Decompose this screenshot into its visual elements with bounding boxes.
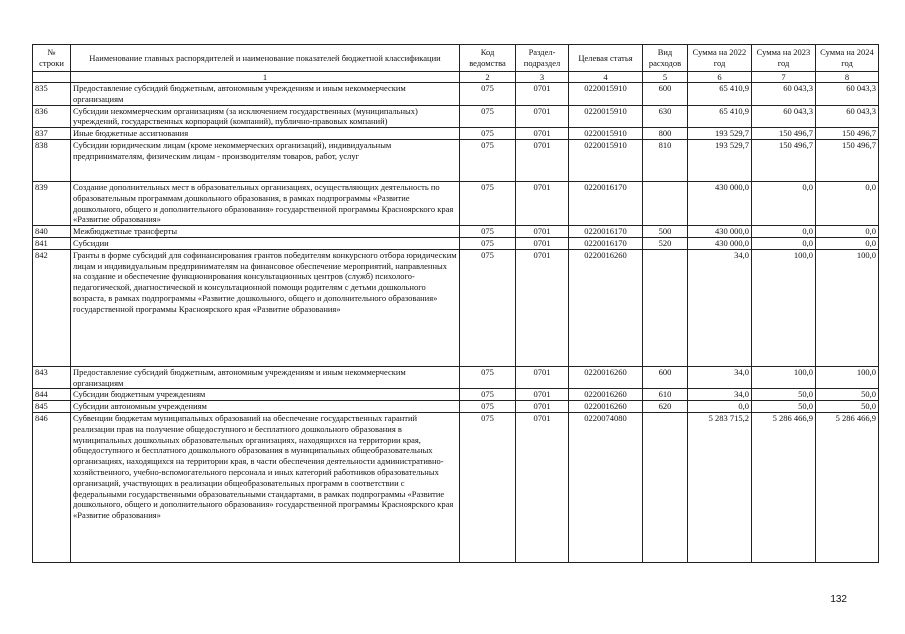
table-row <box>33 181 879 225</box>
row-target-article: 0220016170 <box>569 226 643 238</box>
row-name: Гранты в форме субсидий для софинансирования грантов победителям конкурсного отбора юридическим лицам и индивидуальным предпринимателям на финансовое обеспечение мероприятий, направленных на создание и обеспечение функционирования консультационных центров (служб) психолого-педагогической, диагностической и консультационной помощи родителям с детьми дошкольного возраста, в рамках подпрограммы «Развитие дошкольного, общего и дополнительного образования» государственной программы Красноярского края «Развитие образования» <box>71 249 460 366</box>
row-expense-type: 810 <box>643 139 688 181</box>
row-target-article: 0220015910 <box>569 105 643 128</box>
row-dept-code: 075 <box>460 237 516 249</box>
row-number: 837 <box>33 128 71 140</box>
row-sum-2024: 60 043,3 <box>816 83 879 106</box>
row-name: Субсидии некоммерческим организациям (за исключением государственных (муниципальных) учреждений, государственных корпораций (компаний), публично-правовых компаний) <box>71 105 460 128</box>
col-number: 8 <box>816 72 879 83</box>
row-section: 0701 <box>516 412 569 562</box>
row-number: 841 <box>33 237 71 249</box>
row-number: 839 <box>33 181 71 225</box>
row-section: 0701 <box>516 181 569 225</box>
row-sum-2024: 50,0 <box>816 401 879 413</box>
col-number <box>33 72 71 83</box>
col-header-section: Раздел-подраздел <box>516 45 569 72</box>
table-row <box>33 366 879 389</box>
row-dept-code: 075 <box>460 249 516 366</box>
col-header-expense-type: Вид расходов <box>643 45 688 72</box>
row-name: Предоставление субсидий бюджетным, автономным учреждениям и иным некоммерческим организациям <box>71 83 460 106</box>
row-target-article: 0220016260 <box>569 366 643 389</box>
row-dept-code: 075 <box>460 412 516 562</box>
row-number: 844 <box>33 389 71 401</box>
table-row <box>33 249 879 366</box>
row-expense-type: 620 <box>643 401 688 413</box>
row-number: 842 <box>33 249 71 366</box>
row-sum-2022: 34,0 <box>688 389 752 401</box>
row-dept-code: 075 <box>460 389 516 401</box>
col-number: 1 <box>71 72 460 83</box>
row-expense-type: 600 <box>643 83 688 106</box>
table-row <box>33 226 879 238</box>
row-sum-2023: 0,0 <box>752 226 816 238</box>
col-number: 6 <box>688 72 752 83</box>
row-sum-2023: 0,0 <box>752 237 816 249</box>
row-target-article: 0220016260 <box>569 389 643 401</box>
row-sum-2022: 430 000,0 <box>688 237 752 249</box>
row-sum-2022: 0,0 <box>688 401 752 413</box>
row-sum-2024: 0,0 <box>816 226 879 238</box>
row-dept-code: 075 <box>460 105 516 128</box>
row-target-article: 0220015910 <box>569 128 643 140</box>
row-number: 845 <box>33 401 71 413</box>
row-sum-2022: 430 000,0 <box>688 181 752 225</box>
row-sum-2022: 193 529,7 <box>688 139 752 181</box>
row-sum-2024: 60 043,3 <box>816 105 879 128</box>
row-target-article: 0220016170 <box>569 237 643 249</box>
row-dept-code: 075 <box>460 181 516 225</box>
row-name: Межбюджетные трансферты <box>71 226 460 238</box>
row-expense-type: 630 <box>643 105 688 128</box>
row-dept-code: 075 <box>460 83 516 106</box>
row-section: 0701 <box>516 139 569 181</box>
row-sum-2024: 0,0 <box>816 181 879 225</box>
row-expense-type <box>643 249 688 366</box>
row-section: 0701 <box>516 249 569 366</box>
row-expense-type <box>643 181 688 225</box>
row-target-article: 0220015910 <box>569 83 643 106</box>
row-section: 0701 <box>516 366 569 389</box>
col-number: 7 <box>752 72 816 83</box>
row-target-article: 0220074080 <box>569 412 643 562</box>
row-target-article: 0220016260 <box>569 249 643 366</box>
row-section: 0701 <box>516 237 569 249</box>
row-sum-2022: 430 000,0 <box>688 226 752 238</box>
row-sum-2022: 34,0 <box>688 366 752 389</box>
row-sum-2024: 150 496,7 <box>816 139 879 181</box>
row-sum-2023: 60 043,3 <box>752 83 816 106</box>
header-row <box>33 45 879 72</box>
row-name: Субвенции бюджетам муниципальных образований на обеспечение государственных гарантий реализации прав на получение общедоступного и бесплатного дошкольного образования в муниципальных дошкольных образовательных организациях, находящихся на территории края, общедоступного и бесплатного дошкольного образования в муниципальных общеобразовательных организациях, находящихся на территории края, в части обеспечения деятельности административно-хозяйственного, учебно-вспомогательного персонала и иных категорий работников образовательных организаций, участвующих в реализации общеобразовательных программ в соответствии с федеральными государственными образовательными стандартами, в рамках подпрограммы «Развитие дошкольного, общего и дополнительного образования» государственной программы Красноярского края «Развитие образования» <box>71 412 460 562</box>
col-number: 4 <box>569 72 643 83</box>
row-dept-code: 075 <box>460 128 516 140</box>
table-row <box>33 105 879 128</box>
row-dept-code: 075 <box>460 226 516 238</box>
row-name: Создание дополнительных мест в образовательных организациях, осуществляющих деятельность по образовательным программам дошкольного образования, в рамках подпрограммы «Развитие дошкольного, общего и дополнительного образования» государственной программы Красноярского края «Развитие образования» <box>71 181 460 225</box>
row-expense-type: 500 <box>643 226 688 238</box>
col-number: 5 <box>643 72 688 83</box>
col-header-name: Наименование главных распорядителей и наименование показателей бюджетной классификации <box>71 45 460 72</box>
row-sum-2023: 150 496,7 <box>752 139 816 181</box>
row-name: Субсидии <box>71 237 460 249</box>
column-number-row <box>33 72 879 83</box>
table-row <box>33 389 879 401</box>
row-number: 836 <box>33 105 71 128</box>
col-header-sum-2024: Сумма на 2024 год <box>816 45 879 72</box>
budget-table <box>32 44 879 563</box>
row-target-article: 0220015910 <box>569 139 643 181</box>
row-sum-2023: 0,0 <box>752 181 816 225</box>
row-dept-code: 075 <box>460 401 516 413</box>
row-number: 846 <box>33 412 71 562</box>
row-sum-2023: 100,0 <box>752 366 816 389</box>
row-expense-type: 600 <box>643 366 688 389</box>
row-sum-2022: 193 529,7 <box>688 128 752 140</box>
row-number: 843 <box>33 366 71 389</box>
row-name: Субсидии бюджетным учреждениям <box>71 389 460 401</box>
row-sum-2023: 60 043,3 <box>752 105 816 128</box>
col-number: 3 <box>516 72 569 83</box>
table-row <box>33 401 879 413</box>
row-name: Субсидии юридическим лицам (кроме некоммерческих организаций), индивидуальным предпринимателям, физическим лицам - производителям товаров, работ, услуг <box>71 139 460 181</box>
row-sum-2022: 34,0 <box>688 249 752 366</box>
row-sum-2024: 0,0 <box>816 237 879 249</box>
row-sum-2024: 5 286 466,9 <box>816 412 879 562</box>
row-number: 838 <box>33 139 71 181</box>
col-header-sum-2023: Сумма на 2023 год <box>752 45 816 72</box>
row-section: 0701 <box>516 401 569 413</box>
col-number: 2 <box>460 72 516 83</box>
row-dept-code: 075 <box>460 139 516 181</box>
row-section: 0701 <box>516 389 569 401</box>
row-section: 0701 <box>516 128 569 140</box>
row-sum-2023: 100,0 <box>752 249 816 366</box>
table-row <box>33 412 879 562</box>
row-dept-code: 075 <box>460 366 516 389</box>
row-sum-2024: 100,0 <box>816 249 879 366</box>
row-sum-2024: 100,0 <box>816 366 879 389</box>
row-target-article: 0220016170 <box>569 181 643 225</box>
row-sum-2022: 65 410,9 <box>688 83 752 106</box>
row-sum-2023: 5 286 466,9 <box>752 412 816 562</box>
col-header-dept-code: Код ведомства <box>460 45 516 72</box>
row-target-article: 0220016260 <box>569 401 643 413</box>
row-sum-2022: 5 283 715,2 <box>688 412 752 562</box>
row-number: 840 <box>33 226 71 238</box>
row-name: Иные бюджетные ассигнования <box>71 128 460 140</box>
col-header-target-article: Целевая статья <box>569 45 643 72</box>
row-section: 0701 <box>516 105 569 128</box>
row-name: Субсидии автономным учреждениям <box>71 401 460 413</box>
row-expense-type: 800 <box>643 128 688 140</box>
row-expense-type: 610 <box>643 389 688 401</box>
page-number: 132 <box>830 594 847 605</box>
row-sum-2024: 50,0 <box>816 389 879 401</box>
row-expense-type <box>643 412 688 562</box>
row-section: 0701 <box>516 226 569 238</box>
row-sum-2023: 50,0 <box>752 389 816 401</box>
col-header-sum-2022: Сумма на 2022 год <box>688 45 752 72</box>
table-row <box>33 128 879 140</box>
table-row <box>33 237 879 249</box>
row-sum-2022: 65 410,9 <box>688 105 752 128</box>
row-sum-2023: 50,0 <box>752 401 816 413</box>
row-sum-2024: 150 496,7 <box>816 128 879 140</box>
table-row <box>33 139 879 181</box>
col-header-row-number: № строки <box>33 45 71 72</box>
row-section: 0701 <box>516 83 569 106</box>
row-number: 835 <box>33 83 71 106</box>
row-sum-2023: 150 496,7 <box>752 128 816 140</box>
row-expense-type: 520 <box>643 237 688 249</box>
row-name: Предоставление субсидий бюджетным, автономным учреждениям и иным некоммерческим организациям <box>71 366 460 389</box>
table-row <box>33 83 879 106</box>
